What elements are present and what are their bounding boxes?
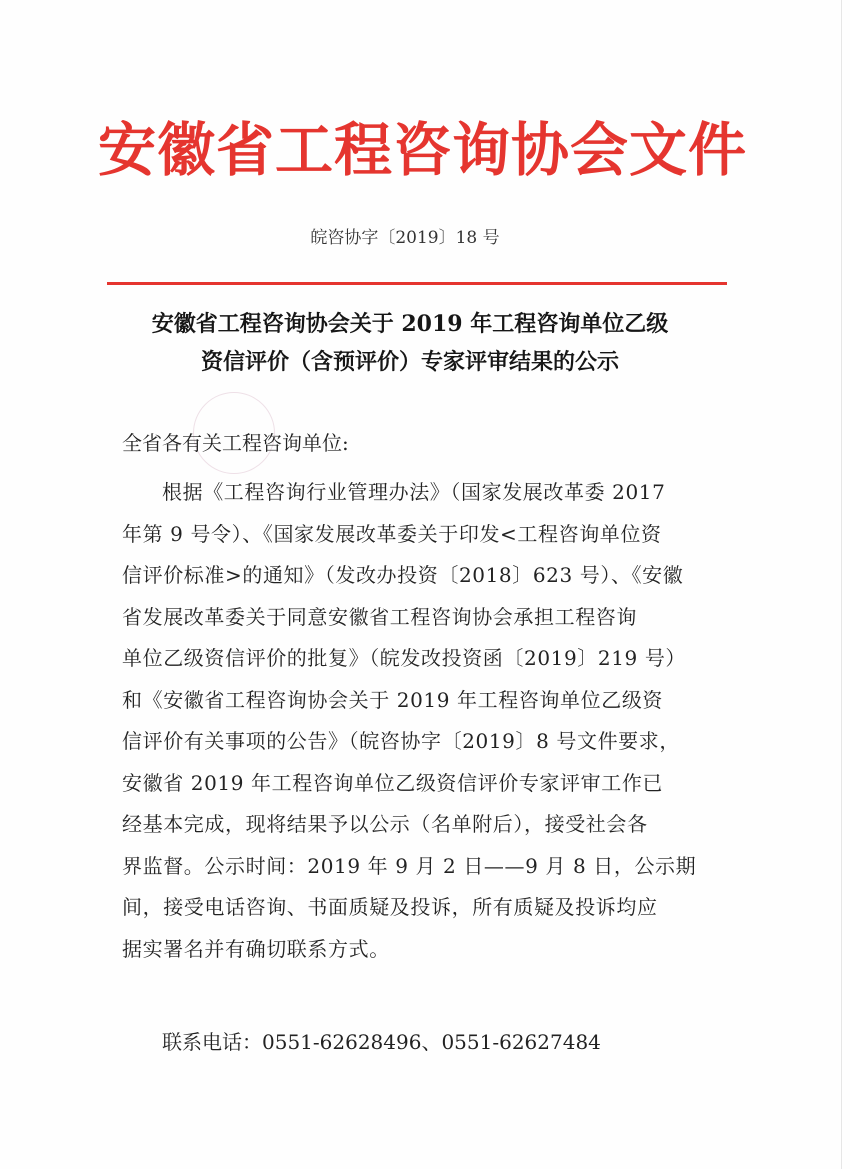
paragraph-line: 省发展改革委关于同意安徽省工程咨询协会承担工程咨询 bbox=[122, 604, 637, 629]
notice-title bbox=[105, 305, 715, 381]
organization-document-title: 安徽省工程咨询协会文件 bbox=[98, 116, 748, 184]
paragraph-line: 单位乙级资信评价的批复》（皖发改投资函〔2019〕219 号） bbox=[122, 646, 687, 670]
paragraph-line: 和《安徽省工程咨询协会关于 2019 年工程咨询单位乙级资 bbox=[122, 687, 664, 712]
paragraph-line: 根据《工程咨询行业管理办法》（国家发展改革委 2017 bbox=[162, 480, 666, 504]
paragraph-line: 年第 9 号令）、《国家发展改革委关于印发<工程咨询单位资 bbox=[122, 521, 662, 546]
document-number: 皖咨协字〔2019〕18 号 bbox=[310, 228, 500, 248]
paragraph-line: 据实署名并有确切联系方式。 bbox=[122, 936, 390, 961]
paragraph-line: 信评价有关事项的公告》（皖咨协字〔2019〕8 号文件要求， bbox=[122, 729, 680, 753]
paragraph-line: 界监督。公示时间：2019 年 9 月 2 日——9 月 8 日，公示期 bbox=[122, 853, 697, 878]
paragraph-line: 间，接受电话咨询、书面质疑及投诉，所有质疑及投诉均应 bbox=[122, 895, 658, 919]
paragraph-line: 信评价标准>的通知》（发改办投资〔2018〕623 号）、《安徽 bbox=[122, 563, 684, 587]
notice-body-paragraph bbox=[122, 472, 702, 970]
red-header-rule bbox=[107, 282, 727, 285]
notice-title-line-1: 安徽省工程咨询协会关于 2019 年工程咨询单位乙级 bbox=[151, 311, 669, 337]
salutation: 全省各有关工程咨询单位: bbox=[122, 431, 349, 455]
notice-title-line-2: 资信评价（含预评价）专家评审结果的公示 bbox=[200, 349, 619, 375]
paragraph-line: 安徽省 2019 年工程咨询单位乙级资信评价专家评审工作已 bbox=[122, 770, 664, 795]
scan-edge-divider bbox=[841, 0, 842, 1169]
contact-phone-text: 联系电话：0551-62628496、0551-62627484 bbox=[162, 1030, 601, 1054]
paragraph-line: 经基本完成，现将结果予以公示（名单附后），接受社会各 bbox=[122, 812, 648, 836]
